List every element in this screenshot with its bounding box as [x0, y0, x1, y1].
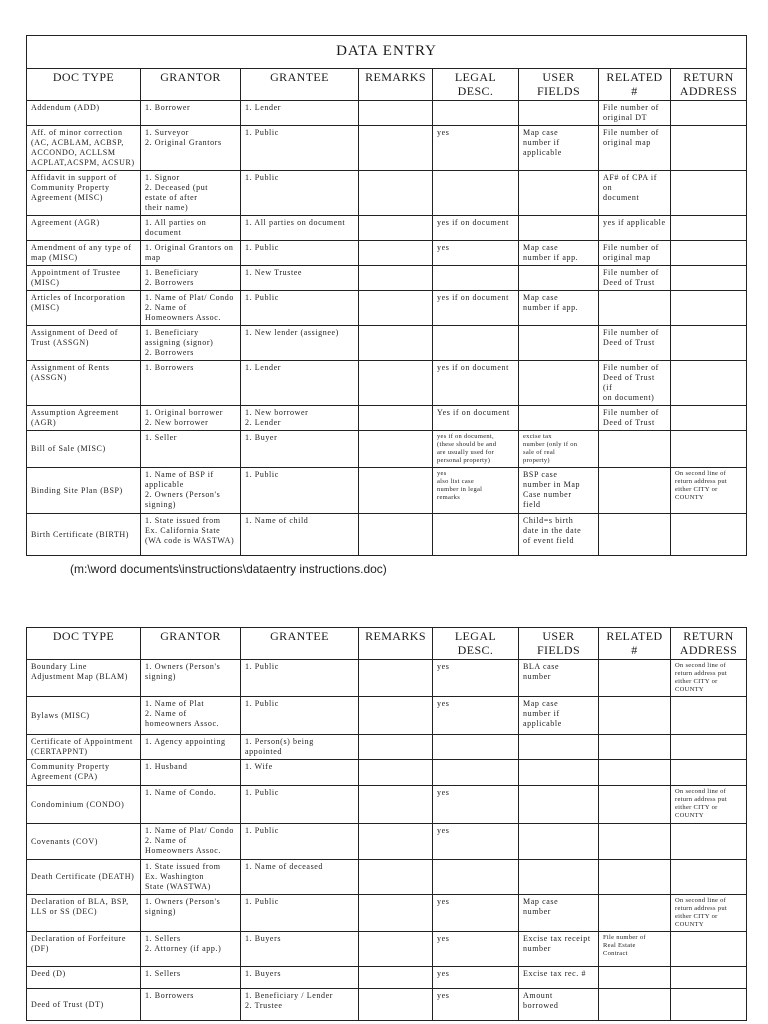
- related-number-cell: [599, 468, 671, 514]
- legal-desc-cell: [433, 860, 519, 895]
- user-fields-cell: Amount borrowed: [519, 989, 599, 1021]
- header-related-number: RELATED #: [599, 628, 671, 660]
- grantor-cell: 1. Name of BSP if applicable 2. Owners (Person's signing): [141, 468, 241, 514]
- table-row: [27, 126, 747, 171]
- return-address-cell: [671, 171, 747, 216]
- remarks-cell: [359, 101, 433, 126]
- doc-type-cell: Articles of Incorporation (MISC): [27, 291, 141, 326]
- return-address-cell: [671, 241, 747, 266]
- grantor-cell: 1. Borrower: [141, 101, 241, 126]
- doc-type-cell: Birth Certificate (BIRTH): [27, 514, 141, 556]
- related-number-cell: [599, 895, 671, 932]
- remarks-cell: [359, 326, 433, 361]
- grantor-cell: 1. Sellers: [141, 967, 241, 989]
- return-address-cell: [671, 824, 747, 860]
- grantor-cell: 1. Sellers 2. Attorney (if app.): [141, 932, 241, 967]
- grantee-cell: 1. Name of deceased: [241, 860, 359, 895]
- user-fields-cell: Map case number: [519, 895, 599, 932]
- doc-type-cell: Agreement (AGR): [27, 216, 141, 241]
- doc-type-cell: Appointment of Trustee (MISC): [27, 266, 141, 291]
- legal-desc-cell: [433, 735, 519, 760]
- grantee-cell: 1. New borrower 2. Lender: [241, 406, 359, 431]
- table-row: [27, 989, 747, 1021]
- related-number-cell: [599, 291, 671, 326]
- legal-desc-cell: yes: [433, 895, 519, 932]
- user-fields-cell: [519, 786, 599, 824]
- related-number-cell: [599, 967, 671, 989]
- grantor-cell: 1. Beneficiary 2. Borrowers: [141, 266, 241, 291]
- table-row: [27, 101, 747, 126]
- table-row: [27, 241, 747, 266]
- doc-type-cell: Bylaws (MISC): [27, 697, 141, 735]
- user-fields-cell: Child=s birth date in the date of event field: [519, 514, 599, 556]
- doc-type-cell: Binding Site Plan (BSP): [27, 468, 141, 514]
- grantor-cell: 1. Surveyor 2. Original Grantors: [141, 126, 241, 171]
- grantee-cell: 1. Public: [241, 241, 359, 266]
- user-fields-cell: [519, 266, 599, 291]
- document-path: (m:\word documents\instructions\dataentry instructions.doc): [70, 562, 387, 576]
- remarks-cell: [359, 291, 433, 326]
- legal-desc-cell: [433, 101, 519, 126]
- related-number-cell: File number of Deed of Trust: [599, 266, 671, 291]
- grantor-cell: 1. Signor 2. Deceased (put estate of after their name): [141, 171, 241, 216]
- table-row: [27, 514, 747, 556]
- legal-desc-cell: yes if on document: [433, 216, 519, 241]
- user-fields-cell: Excise tax rec. #: [519, 967, 599, 989]
- return-address-cell: [671, 860, 747, 895]
- return-address-cell: [671, 266, 747, 291]
- related-number-cell: File number of Real Estate Contract: [599, 932, 671, 967]
- grantee-cell: 1. Public: [241, 126, 359, 171]
- user-fields-cell: [519, 361, 599, 406]
- return-address-cell: [671, 697, 747, 735]
- table-row: [27, 760, 747, 786]
- grantor-cell: 1. Agency appointing: [141, 735, 241, 760]
- return-address-cell: [671, 431, 747, 468]
- user-fields-cell: [519, 735, 599, 760]
- related-number-cell: yes if applicable: [599, 216, 671, 241]
- doc-type-cell: Death Certificate (DEATH): [27, 860, 141, 895]
- legal-desc-cell: yes: [433, 241, 519, 266]
- related-number-cell: [599, 860, 671, 895]
- table-row: [27, 326, 747, 361]
- grantee-cell: 1. Public: [241, 895, 359, 932]
- remarks-cell: [359, 216, 433, 241]
- return-address-cell: [671, 361, 747, 406]
- return-address-cell: On second line of return address put either CITY or COUNTY: [671, 895, 747, 932]
- table-row: [27, 431, 747, 468]
- table-2-body: [27, 628, 747, 1021]
- legal-desc-cell: yes: [433, 824, 519, 860]
- related-number-cell: File number of Deed of Trust: [599, 406, 671, 431]
- doc-type-cell: Declaration of Forfeiture (DF): [27, 932, 141, 967]
- return-address-cell: [671, 326, 747, 361]
- page-title: DATA ENTRY: [27, 36, 747, 69]
- grantee-cell: 1. Public: [241, 697, 359, 735]
- user-fields-cell: [519, 326, 599, 361]
- grantee-cell: 1. Lender: [241, 101, 359, 126]
- grantee-cell: 1. Wife: [241, 760, 359, 786]
- related-number-cell: [599, 735, 671, 760]
- grantee-cell: 1. Beneficiary / Lender 2. Trustee: [241, 989, 359, 1021]
- return-address-cell: [671, 291, 747, 326]
- doc-type-cell: Community Property Agreement (CPA): [27, 760, 141, 786]
- remarks-cell: [359, 126, 433, 171]
- return-address-cell: On second line of return address put either CITY or COUNTY: [671, 786, 747, 824]
- user-fields-cell: [519, 101, 599, 126]
- legal-desc-cell: [433, 514, 519, 556]
- header-user-fields: USER FIELDS: [519, 628, 599, 660]
- table-row: [27, 468, 747, 514]
- grantor-cell: 1. Original Grantors on map: [141, 241, 241, 266]
- header-legal-desc: LEGAL DESC.: [433, 628, 519, 660]
- grantee-cell: 1. New lender (assignee): [241, 326, 359, 361]
- remarks-cell: [359, 824, 433, 860]
- related-number-cell: [599, 760, 671, 786]
- user-fields-cell: excise tax number (only if on sale of real property): [519, 431, 599, 468]
- doc-type-cell: Deed of Trust (DT): [27, 989, 141, 1021]
- user-fields-cell: Map case number if applicable: [519, 126, 599, 171]
- doc-type-cell: Assignment of Rents (ASSGN): [27, 361, 141, 406]
- legal-desc-cell: [433, 326, 519, 361]
- grantor-cell: 1. Seller: [141, 431, 241, 468]
- table-row: [27, 860, 747, 895]
- related-number-cell: File number of original map: [599, 126, 671, 171]
- related-number-cell: [599, 514, 671, 556]
- grantor-cell: 1. Original borrower 2. New borrower: [141, 406, 241, 431]
- remarks-cell: [359, 171, 433, 216]
- table-row: [27, 216, 747, 241]
- remarks-cell: [359, 860, 433, 895]
- grantor-cell: 1. Owners (Person's signing): [141, 660, 241, 697]
- grantee-cell: 1. Buyers: [241, 967, 359, 989]
- legal-desc-cell: yes if on document, (these should be and are usually used for personal property): [433, 431, 519, 468]
- return-address-cell: [671, 967, 747, 989]
- return-address-cell: [671, 760, 747, 786]
- table-1-body: [27, 36, 747, 556]
- user-fields-cell: Map case number if applicable: [519, 697, 599, 735]
- data-entry-table-1: [26, 35, 747, 556]
- related-number-cell: [599, 989, 671, 1021]
- return-address-cell: On second line of return address put either CITY or COUNTY: [671, 468, 747, 514]
- remarks-cell: [359, 735, 433, 760]
- return-address-cell: [671, 406, 747, 431]
- related-number-cell: [599, 824, 671, 860]
- grantee-cell: 1. Public: [241, 660, 359, 697]
- remarks-cell: [359, 241, 433, 266]
- grantee-cell: 1. Buyer: [241, 431, 359, 468]
- table-row: [27, 171, 747, 216]
- remarks-cell: [359, 989, 433, 1021]
- user-fields-cell: [519, 406, 599, 431]
- remarks-cell: [359, 406, 433, 431]
- legal-desc-cell: yes: [433, 660, 519, 697]
- remarks-cell: [359, 967, 433, 989]
- header-grantee: GRANTEE: [241, 69, 359, 101]
- header-remarks: REMARKS: [359, 69, 433, 101]
- grantor-cell: 1. State issued from Ex. California State (WA code is WASTWA): [141, 514, 241, 556]
- doc-type-cell: Bill of Sale (MISC): [27, 431, 141, 468]
- table-row: [27, 786, 747, 824]
- remarks-cell: [359, 932, 433, 967]
- user-fields-cell: BLA case number: [519, 660, 599, 697]
- remarks-cell: [359, 514, 433, 556]
- legal-desc-cell: [433, 760, 519, 786]
- table-row: [27, 291, 747, 326]
- grantor-cell: 1. Name of Plat 2. Name of homeowners Assoc.: [141, 697, 241, 735]
- grantee-cell: 1. Public: [241, 171, 359, 216]
- grantee-cell: 1. Public: [241, 786, 359, 824]
- header-related-number: RELATED #: [599, 69, 671, 101]
- doc-type-cell: Deed (D): [27, 967, 141, 989]
- header-user-fields: USER FIELDS: [519, 69, 599, 101]
- header-row: [27, 628, 747, 660]
- grantee-cell: 1. Name of child: [241, 514, 359, 556]
- user-fields-cell: [519, 216, 599, 241]
- user-fields-cell: Map case number if app.: [519, 291, 599, 326]
- header-return-address: RETURN ADDRESS: [671, 628, 747, 660]
- user-fields-cell: [519, 860, 599, 895]
- legal-desc-cell: yes: [433, 126, 519, 171]
- grantor-cell: 1. Borrowers: [141, 361, 241, 406]
- grantor-cell: 1. Name of Plat/ Condo 2. Name of Homeowners Assoc.: [141, 824, 241, 860]
- table-row: [27, 824, 747, 860]
- table-row: [27, 660, 747, 697]
- header-row: [27, 69, 747, 101]
- related-number-cell: File number of original map: [599, 241, 671, 266]
- header-grantor: GRANTOR: [141, 69, 241, 101]
- return-address-cell: [671, 932, 747, 967]
- grantor-cell: 1. Beneficiary assigning (signor) 2. Borrowers: [141, 326, 241, 361]
- grantor-cell: 1. Husband: [141, 760, 241, 786]
- return-address-cell: On second line of return address put either CITY or COUNTY: [671, 660, 747, 697]
- grantee-cell: 1. Person(s) being appointed: [241, 735, 359, 760]
- table-row: [27, 895, 747, 932]
- user-fields-cell: [519, 824, 599, 860]
- doc-type-cell: Condominium (CONDO): [27, 786, 141, 824]
- related-number-cell: [599, 697, 671, 735]
- remarks-cell: [359, 786, 433, 824]
- doc-type-cell: Amendment of any type of map (MISC): [27, 241, 141, 266]
- related-number-cell: [599, 786, 671, 824]
- legal-desc-cell: yes if on document: [433, 361, 519, 406]
- doc-type-cell: Boundary Line Adjustment Map (BLAM): [27, 660, 141, 697]
- related-number-cell: [599, 431, 671, 468]
- user-fields-cell: Map case number if app.: [519, 241, 599, 266]
- remarks-cell: [359, 468, 433, 514]
- doc-type-cell: Declaration of BLA, BSP, LLS or SS (DEC): [27, 895, 141, 932]
- return-address-cell: [671, 735, 747, 760]
- table-row: [27, 967, 747, 989]
- header-grantor: GRANTOR: [141, 628, 241, 660]
- remarks-cell: [359, 760, 433, 786]
- legal-desc-cell: [433, 266, 519, 291]
- header-doc-type: DOC TYPE: [27, 69, 141, 101]
- related-number-cell: [599, 660, 671, 697]
- header-return-address: RETURN ADDRESS: [671, 69, 747, 101]
- doc-type-cell: Addendum (ADD): [27, 101, 141, 126]
- grantee-cell: 1. All parties on document: [241, 216, 359, 241]
- grantor-cell: 1. All parties on document: [141, 216, 241, 241]
- grantor-cell: 1. Name of Condo.: [141, 786, 241, 824]
- table-row: [27, 406, 747, 431]
- table-row: [27, 735, 747, 760]
- header-legal-desc: LEGAL DESC.: [433, 69, 519, 101]
- user-fields-cell: [519, 760, 599, 786]
- doc-type-cell: Assumption Agreement (AGR): [27, 406, 141, 431]
- return-address-cell: [671, 126, 747, 171]
- table-row: [27, 361, 747, 406]
- grantor-cell: 1. Borrowers: [141, 989, 241, 1021]
- return-address-cell: [671, 216, 747, 241]
- header-grantee: GRANTEE: [241, 628, 359, 660]
- data-entry-table-2: [26, 627, 747, 1021]
- legal-desc-cell: yes: [433, 786, 519, 824]
- remarks-cell: [359, 895, 433, 932]
- doc-type-cell: Aff. of minor correction (AC, ACBLAM, ACBSP, ACCONDO, ACLLSM ACPLAT,ACSPM, ACSUR): [27, 126, 141, 171]
- grantee-cell: 1. Public: [241, 291, 359, 326]
- grantor-cell: 1. State issued from Ex. Washington State (WASTWA): [141, 860, 241, 895]
- user-fields-cell: [519, 171, 599, 216]
- grantee-cell: 1. Public: [241, 824, 359, 860]
- table-row: [27, 697, 747, 735]
- legal-desc-cell: [433, 171, 519, 216]
- doc-type-cell: Certificate of Appointment (CERTAPPNT): [27, 735, 141, 760]
- remarks-cell: [359, 660, 433, 697]
- legal-desc-cell: Yes if on document: [433, 406, 519, 431]
- legal-desc-cell: yes: [433, 967, 519, 989]
- header-doc-type: DOC TYPE: [27, 628, 141, 660]
- user-fields-cell: Excise tax receipt number: [519, 932, 599, 967]
- remarks-cell: [359, 697, 433, 735]
- grantor-cell: 1. Owners (Person's signing): [141, 895, 241, 932]
- related-number-cell: AF# of CPA if on document: [599, 171, 671, 216]
- return-address-cell: [671, 101, 747, 126]
- related-number-cell: File number of original DT: [599, 101, 671, 126]
- remarks-cell: [359, 266, 433, 291]
- grantee-cell: 1. New Trustee: [241, 266, 359, 291]
- doc-type-cell: Covenants (COV): [27, 824, 141, 860]
- doc-type-cell: Affidavit in support of Community Property Agreement (MISC): [27, 171, 141, 216]
- user-fields-cell: BSP case number in Map Case number field: [519, 468, 599, 514]
- legal-desc-cell: yes: [433, 697, 519, 735]
- legal-desc-cell: yes if on document: [433, 291, 519, 326]
- grantee-cell: 1. Public: [241, 468, 359, 514]
- doc-type-cell: Assignment of Deed of Trust (ASSGN): [27, 326, 141, 361]
- grantee-cell: 1. Buyers: [241, 932, 359, 967]
- related-number-cell: File number of Deed of Trust: [599, 326, 671, 361]
- table-row: [27, 266, 747, 291]
- header-remarks: REMARKS: [359, 628, 433, 660]
- grantor-cell: 1. Name of Plat/ Condo 2. Name of Homeowners Assoc.: [141, 291, 241, 326]
- related-number-cell: File number of Deed of Trust (if on document): [599, 361, 671, 406]
- remarks-cell: [359, 361, 433, 406]
- return-address-cell: [671, 514, 747, 556]
- grantee-cell: 1. Lender: [241, 361, 359, 406]
- legal-desc-cell: yes also list case number in legal remarks: [433, 468, 519, 514]
- return-address-cell: [671, 989, 747, 1021]
- legal-desc-cell: yes: [433, 932, 519, 967]
- table-row: [27, 932, 747, 967]
- legal-desc-cell: yes: [433, 989, 519, 1021]
- remarks-cell: [359, 431, 433, 468]
